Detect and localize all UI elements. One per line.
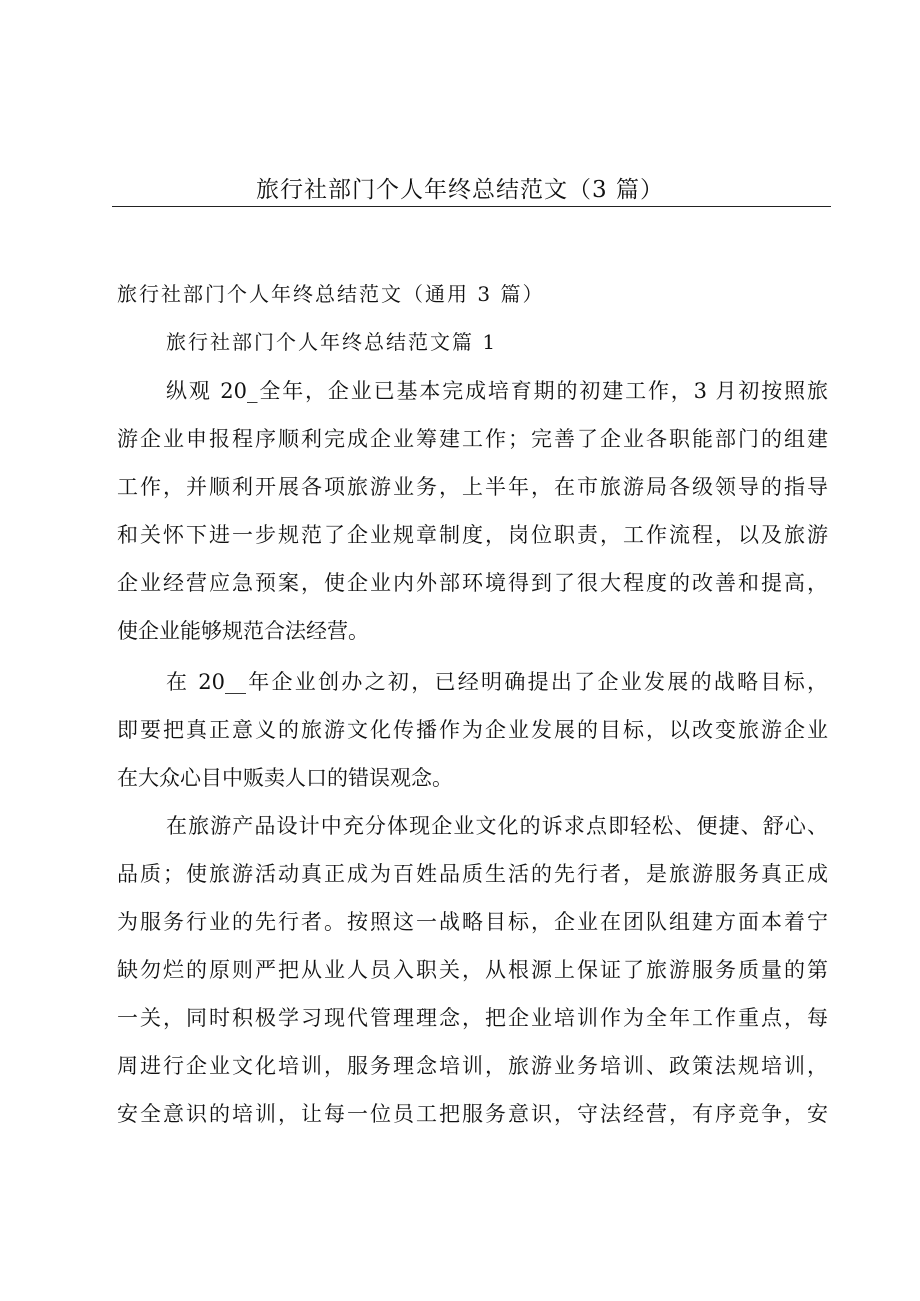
paragraph-3-line: 安全意识的培训，让每一位员工把服务意识，守法经营，有序竞争，安 [117,1102,828,1126]
paragraph-3-line: 缺勿烂的原则严把从业人员入职关，从根源上保证了旅游服务质量的第 [117,958,828,982]
document-subtitle: 旅行社部门个人年终总结范文（通用 3 篇） [117,282,545,306]
paragraph-3-line: 一关，同时积极学习现代管理理念，把企业培训作为全年工作重点，每 [117,1006,828,1030]
section-heading: 旅行社部门个人年终总结范文篇 1 [166,330,498,354]
paragraph-3-line: 在旅游产品设计中充分体现企业文化的诉求点即轻松、便捷、舒心、 [166,814,828,838]
paragraph-1-line: 和关怀下进一步规范了企业规章制度，岗位职责，工作流程，以及旅游 [117,523,828,547]
paragraph-1-line: 工作，并顺利开展各项旅游业务，上半年，在市旅游局各级领导的指导 [117,475,828,499]
paragraph-1-line: 企业经营应急预案，使企业内外部环境得到了很大程度的改善和提高， [117,571,828,595]
paragraph-3-line: 为服务行业的先行者。按照这一战略目标，企业在团队组建方面本着宁 [117,910,828,934]
paragraph-2-line: 在 20__年企业创办之初，已经明确提出了企业发展的战略目标， [166,670,828,694]
title-underline [112,206,831,207]
paragraph-3-line: 品质；使旅游活动真正成为百姓品质生活的先行者，是旅游服务真正成 [117,862,828,886]
paragraph-2-line: 在大众心目中贩卖人口的错误观念。 [117,766,453,790]
paragraph-3-line: 周进行企业文化培训，服务理念培训，旅游业务培训、政策法规培训， [117,1054,828,1078]
document-title: 旅行社部门个人年终总结范文（3 篇） [256,177,664,203]
paragraph-2-line: 即要把真正意义的旅游文化传播作为企业发展的目标，以改变旅游企业 [117,718,828,742]
paragraph-1-line: 游企业申报程序顺利完成企业筹建工作；完善了企业各职能部门的组建 [117,427,828,451]
paragraph-1-line: 使企业能够规范合法经营。 [117,619,369,643]
paragraph-1-line: 纵观 20_全年，企业已基本完成培育期的初建工作，3 月初按照旅 [166,379,828,403]
